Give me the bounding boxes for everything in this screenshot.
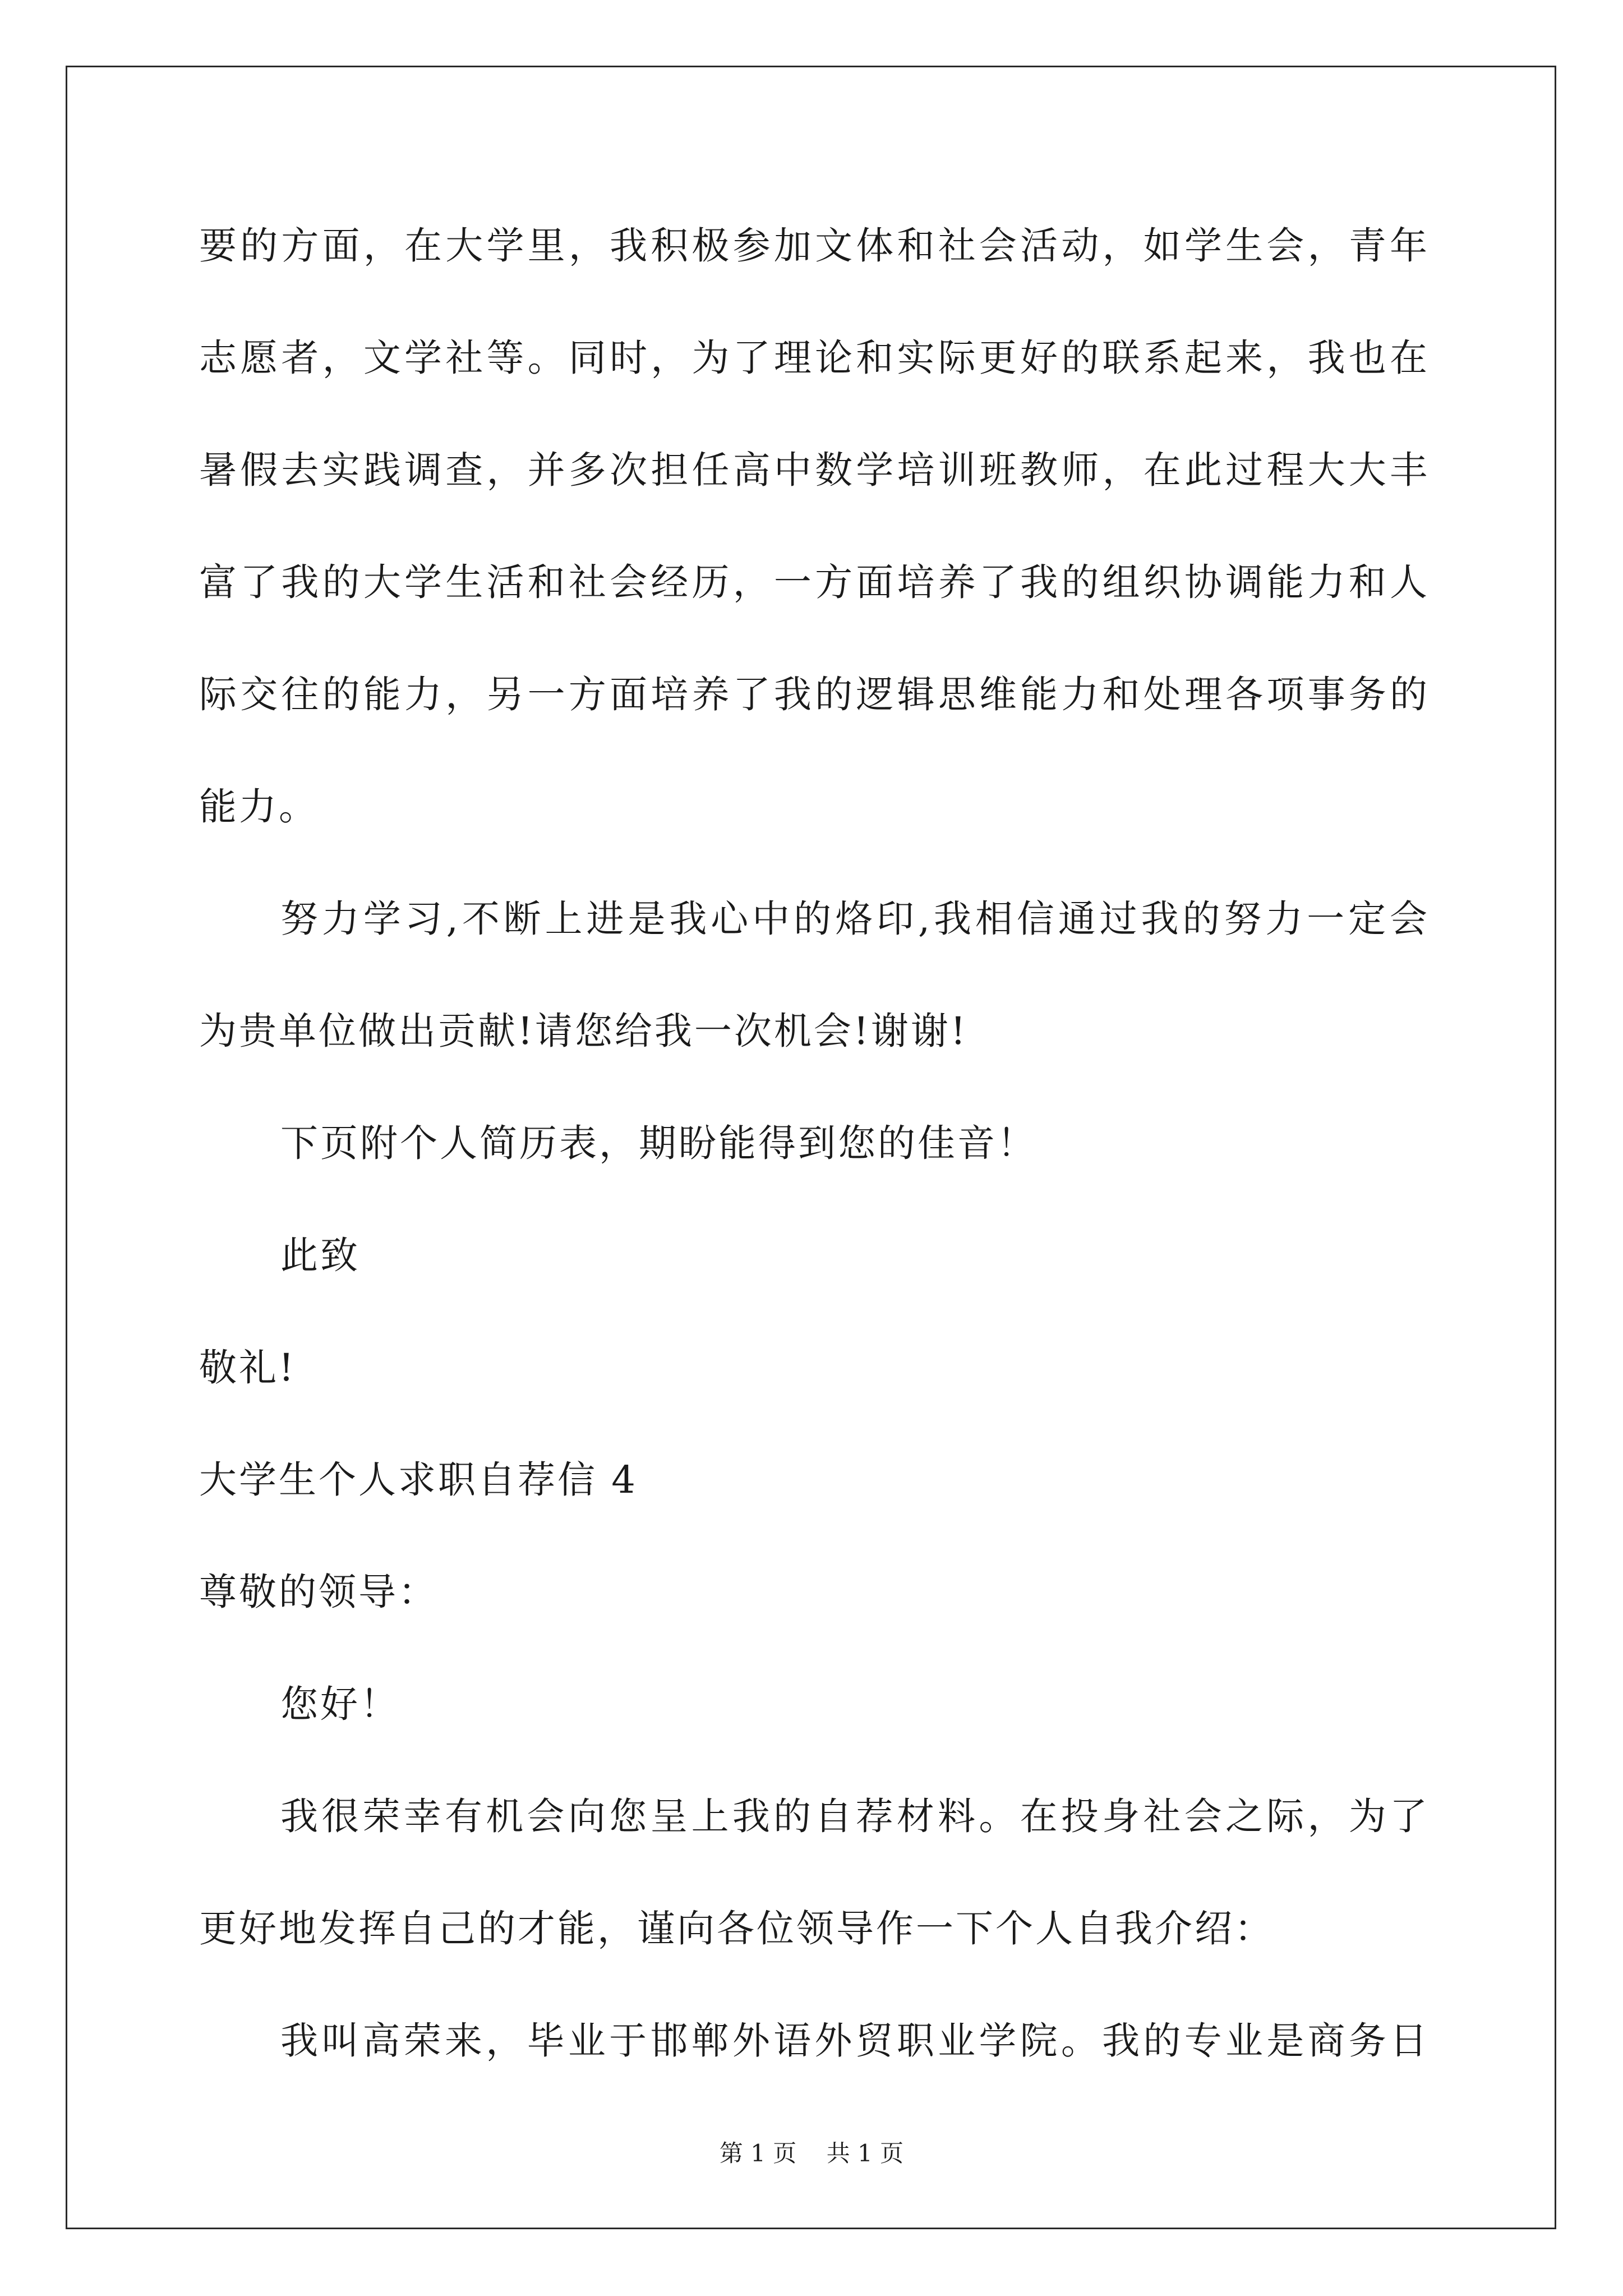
paragraph-line: 下页附个人简历表，期盼能得到您的佳音！ [280,1121,1037,1165]
salutation: 尊敬的领导： [199,1570,438,1614]
greeting: 您好！ [280,1682,400,1726]
paragraph-line: 际交往的能力，另一方面培养了我的逻辑思维能力和处理各项事务的 [199,673,1427,716]
paragraph-line: 我很荣幸有机会向您呈上我的自荐材料。在投身社会之际，为了 [280,1795,1427,1838]
paragraph-line: 努力学习,不断上进是我心中的烙印,我相信通过我的努力一定会 [280,897,1427,941]
paragraph-line: 富了我的大学生活和社会经历，一方面培养了我的组织协调能力和人 [199,560,1427,604]
paragraph-line: 要的方面，在大学里，我积极参加文体和社会活动，如学生会，青年 [199,224,1427,268]
page-footer: 第 1 页 共 1 页 [719,2139,904,2167]
salute-text: 敬礼! [199,1346,296,1389]
section-title: 大学生个人求职自荐信 4 [199,1458,638,1502]
paragraph-line: 能力。 [199,785,319,829]
paragraph-line: 为贵单位做出贡献!请您给我一次机会!谢谢! [199,1009,968,1053]
paragraph-line: 暑假去实践调查，并多次担任高中数学培训班教师，在此过程大大丰 [199,448,1427,492]
paragraph-line: 更好地发挥自己的才能，谨向各位领导作一下个人自我介绍： [199,1907,1274,1950]
paragraph-line: 我叫高荣来，毕业于邯郸外语外贸职业学院。我的专业是商务日 [280,2019,1427,2063]
paragraph-line: 志愿者，文学社等。同时，为了理论和实际更好的联系起来，我也在 [199,336,1427,380]
closing-text: 此致 [280,1234,360,1277]
